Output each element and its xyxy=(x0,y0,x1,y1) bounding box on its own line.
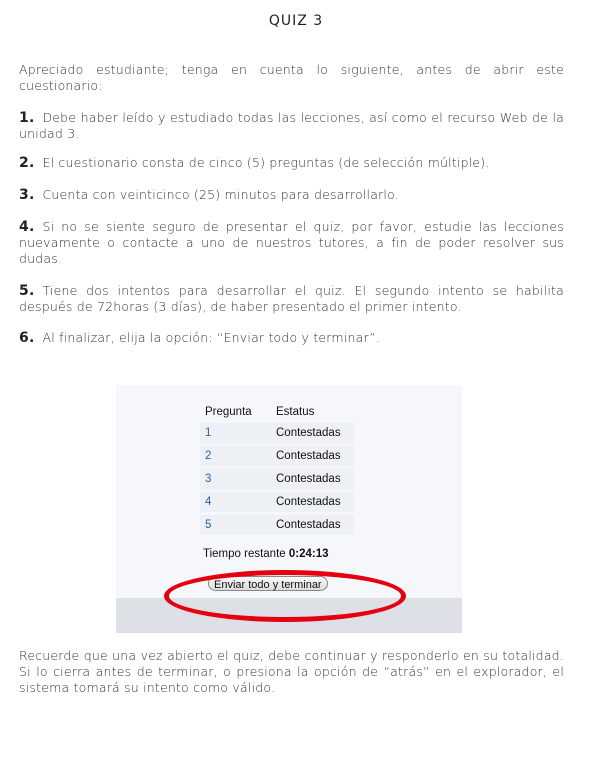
question-link[interactable]: 4 xyxy=(200,491,271,514)
item-number: 5. xyxy=(19,283,35,299)
screenshot-footer-bar xyxy=(116,598,462,633)
instruction-item-1 xyxy=(19,110,564,142)
instruction-item-4 xyxy=(19,219,564,267)
instruction-item-3 xyxy=(19,187,564,203)
closing-paragraph: Recuerde que una vez abierto el quiz, debe continuar y responderlo en su totalidad. Si lo cierra antes de terminar, o presiona la opción de “atrás” en el explorador, el sistema tomará su intento como válido. xyxy=(19,648,564,695)
item-text: Al finalizar, elija la opción: “Enviar todo y terminar”. xyxy=(42,330,381,345)
item-number: 6. xyxy=(19,330,35,346)
table-row xyxy=(200,491,354,514)
table-row xyxy=(200,514,354,537)
quiz-status-table xyxy=(200,402,354,538)
question-link[interactable]: 2 xyxy=(200,445,271,468)
item-number: 3. xyxy=(19,187,35,203)
table-row xyxy=(200,423,354,445)
time-remaining xyxy=(203,548,329,560)
instruction-item-6 xyxy=(19,330,564,346)
item-text: Tiene dos intentos para desarrollar el quiz. El segundo intento se habilita después de 72horas (3 días), de haber presentado el primer intento. xyxy=(19,283,564,314)
table-header-row xyxy=(200,402,354,423)
intro-paragraph: Apreciado estudiante; tenga en cuenta lo siguiente, antes de abrir este cuestionario: xyxy=(19,62,564,93)
status-column-header: Estatus xyxy=(276,406,315,418)
question-link[interactable]: 5 xyxy=(200,514,271,537)
item-number: 4. xyxy=(19,219,35,235)
item-text: Debe haber leído y estudiado todas las lecciones, así como el recurso Web de la unidad 3. xyxy=(19,110,564,141)
instruction-item-2 xyxy=(19,155,564,171)
item-text: Cuenta con veinticinco (25) minutos para desarrollarlo. xyxy=(42,187,399,202)
table-row xyxy=(200,468,354,491)
question-link[interactable]: 3 xyxy=(200,468,271,491)
item-number: 1. xyxy=(19,110,35,126)
item-text: Si no se siente seguro de presentar el quiz, por favor, estudie las lecciones nuevamente o contacte a uno de nuestros tutores, a fin de poder resolver sus dudas. xyxy=(19,219,564,266)
submit-all-button[interactable]: Enviar todo y terminar xyxy=(208,576,328,591)
question-status: Contestadas xyxy=(271,423,354,445)
instruction-item-5 xyxy=(19,283,564,315)
question-status: Contestadas xyxy=(271,468,354,491)
item-text: El cuestionario consta de cinco (5) preguntas (de selección múltiple). xyxy=(42,155,490,170)
question-link[interactable]: 1 xyxy=(200,423,271,445)
item-number: 2. xyxy=(19,155,35,171)
table-row xyxy=(200,445,354,468)
question-status: Contestadas xyxy=(271,491,354,514)
question-status: Contestadas xyxy=(271,445,354,468)
page-title: QUIZ 3 xyxy=(268,13,324,29)
timer-value: 0:24:13 xyxy=(288,548,329,560)
timer-label: Tiempo restante xyxy=(203,548,286,560)
quiz-summary-screenshot xyxy=(116,385,462,633)
question-column-header: Pregunta xyxy=(205,406,252,418)
question-status: Contestadas xyxy=(271,514,354,537)
